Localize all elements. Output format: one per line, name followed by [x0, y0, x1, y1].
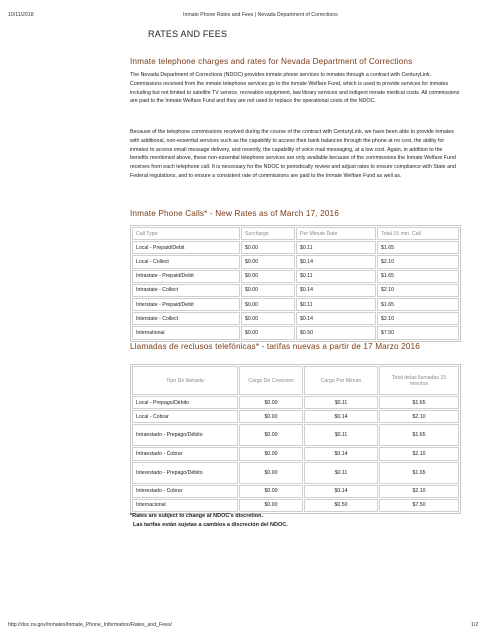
table-header-cell: Call Type — [132, 227, 240, 240]
table-cell: $0.00 — [241, 241, 295, 254]
rates-table-spanish — [130, 364, 461, 514]
table-cell: $7.50 — [377, 326, 459, 339]
table-cell: $0.14 — [296, 255, 376, 268]
table-en-heading: Inmate Phone Calls* - New Rates as of March 17, 2016 — [130, 209, 339, 218]
table-cell: Interestado - Prepago/Débito — [132, 462, 238, 484]
table-cell: Internacional — [132, 499, 238, 512]
page-title: RATES AND FEES — [148, 29, 228, 39]
table-cell: $0.00 — [241, 270, 295, 283]
table-cell: $1.65 — [379, 424, 459, 446]
table-cell: $0.50 — [296, 326, 376, 339]
table-row — [132, 241, 459, 254]
table-cell: $0.14 — [296, 284, 376, 297]
rates-table-english — [130, 225, 461, 342]
table-row — [132, 499, 459, 512]
table-cell: $0.00 — [239, 447, 303, 460]
table-cell: $2.10 — [377, 312, 459, 325]
table-cell: Intrastate - Collect — [132, 284, 240, 297]
table-cell: $0.11 — [296, 298, 376, 311]
table-row — [132, 270, 459, 283]
table-row — [132, 462, 459, 484]
table-cell: $0.00 — [239, 410, 303, 423]
table-cell: $0.14 — [304, 447, 378, 460]
table-cell: $0.00 — [241, 326, 295, 339]
table-cell: Interestado - Cobrar — [132, 485, 238, 498]
table-cell: $0.00 — [239, 396, 303, 409]
table-es-heading: Llamadas de reclusos telefónicas* - tarifas nuevas a partir de 17 Marzo 2016 — [130, 342, 420, 351]
table-cell: $2.10 — [377, 255, 459, 268]
table-cell: $1.65 — [377, 298, 459, 311]
print-date: 10/11/2018 — [8, 12, 34, 18]
table-cell: Intrastate - Prepaid/Debit — [132, 270, 240, 283]
table-row — [132, 298, 459, 311]
table-cell: $0.11 — [304, 462, 378, 484]
table-cell: $0.00 — [241, 255, 295, 268]
table-cell: $0.14 — [296, 312, 376, 325]
table-row — [132, 255, 459, 268]
table-cell: $0.11 — [304, 424, 378, 446]
table-header-cell: Total delas llamadas 15 minutos — [379, 366, 459, 395]
table-row — [132, 485, 459, 498]
table-header-cell: Cargo De Conexion — [239, 366, 303, 395]
table-cell: $1.65 — [379, 396, 459, 409]
table-cell: $0.00 — [239, 462, 303, 484]
table-cell: $1.65 — [377, 270, 459, 283]
table-cell: $2.10 — [377, 284, 459, 297]
table-cell: $0.14 — [304, 485, 378, 498]
table-cell: $7.50 — [379, 499, 459, 512]
table-cell: $0.00 — [241, 284, 295, 297]
commissions-paragraph: Because of the telephone commissions received during the course of the contract with CenturyLink, we have been able to provide inmates with additional, non-essential services such as the capability to access their bank balances through the phone at no cost, the ability for inmates to access email message delivery, and recently, the capability of voice mail messaging, at a low cost. Again, in addition to the benefits mentioned above, these non-essential telephone services are only available because of the commissions the Inmate Welfare Fund receives from each telephone call. It is necessary for the NDOC to periodically review and adjust rates to ensure compliance with State and Federal regulations, and to ensure a consistent rate of commissions are paid to the Inmate Welfare Fund as well as. — [130, 129, 456, 179]
table-cell: Intraestado - Cobrar — [132, 447, 238, 460]
table-cell: $0.11 — [296, 241, 376, 254]
table-cell: Local - Collect — [132, 255, 240, 268]
table-cell: Local - Prepaid/Debit — [132, 241, 240, 254]
table-cell: Interstate - Prepaid/Debit — [132, 298, 240, 311]
table-cell: $2.10 — [379, 447, 459, 460]
table-cell: $2.10 — [379, 410, 459, 423]
table-cell: $1.65 — [379, 462, 459, 484]
table-cell: $0.14 — [304, 410, 378, 423]
table-row — [132, 396, 459, 409]
table-header-cell: Tipo De llamada — [132, 366, 238, 395]
table-cell: Interstate - Collect — [132, 312, 240, 325]
table-cell: $0.00 — [239, 499, 303, 512]
table-row — [132, 326, 459, 339]
table-row — [132, 410, 459, 423]
table-cell: $1.65 — [377, 241, 459, 254]
table-row — [132, 284, 459, 297]
table-header-cell: Cargo Por Minuto — [304, 366, 378, 395]
table-cell: $0.00 — [239, 485, 303, 498]
table-header-cell: Per Minute Rate — [296, 227, 376, 240]
table-cell: $0.50 — [304, 499, 378, 512]
page-number: 1/2 — [471, 622, 479, 628]
table-row — [132, 312, 459, 325]
table-cell: $0.11 — [296, 270, 376, 283]
page-url-link[interactable]: http://doc.nv.gov/Inmates/Inmate_Phone_Information/Rates_and_Fees/ — [8, 622, 172, 628]
table-cell: Local - Prepago/Débito — [132, 396, 238, 409]
rates-note-spanish: Las tarifas están sujetas a cambios a discreción del NDOC. — [130, 522, 288, 528]
table-row — [132, 447, 459, 460]
table-cell: $0.00 — [241, 298, 295, 311]
table-cell: Local - Cobrar — [132, 410, 238, 423]
table-cell: Intraestado - Prepago/Débito — [132, 424, 238, 446]
table-header-cell: Total 15 min. Call — [377, 227, 459, 240]
table-header-cell: Surcharge — [241, 227, 295, 240]
table-row — [132, 424, 459, 446]
table-cell: $2.10 — [379, 485, 459, 498]
table-cell: International — [132, 326, 240, 339]
print-header-title: Inmate Phone Rates and Fees | Nevada Department of Corrections — [183, 12, 338, 18]
section-heading-charges: Inmate telephone charges and rates for Nevada Department of Corrections — [130, 57, 413, 66]
table-cell: $0.11 — [304, 396, 378, 409]
table-cell: $0.00 — [241, 312, 295, 325]
table-cell: $0.00 — [239, 424, 303, 446]
intro-paragraph: The Nevada Department of Corrections (NDOC) provides inmate phone services to inmates through a contract with CenturyLink. Commissions received from the inmate telephone services go to the Inmate Welfare Fund, which is used to provide services for inmates including but not limited to satellite TV service, recreation equipment, law library services and indigent inmate medical costs. All commissions are paid to the Inmate Welfare Fund and they are not used to replace the operational costs of the NDOC. — [130, 72, 460, 105]
rates-note-english: *Rates are subject to change at NDOC's discretion. — [130, 513, 264, 519]
